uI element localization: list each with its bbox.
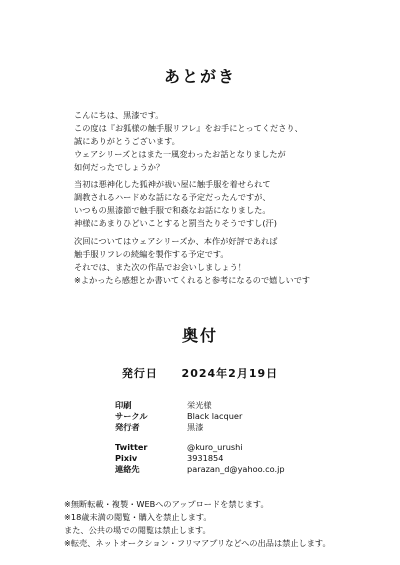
notice-line: また、公共の場での閲覧は禁止します。 xyxy=(64,525,211,535)
notice-line: ※転売、ネットオークション・フリマアプリなどへの出品は禁止します。 xyxy=(64,538,331,548)
publish-date-line xyxy=(0,365,400,381)
info-label: Pixiv xyxy=(115,453,138,463)
info-value: 栄光様 xyxy=(187,400,212,410)
afterword-line: 次回についてはウェアシリーズか、本作が好評であれば xyxy=(74,236,278,246)
afterword-line: 調教されるハードめな話になる予定だったんですが、 xyxy=(74,192,271,202)
afterword-line: 触手服リフレの続編を製作する予定です。 xyxy=(74,249,229,259)
colophon-title: 奥付 xyxy=(181,326,218,345)
info-label: サークル xyxy=(115,411,148,421)
publish-date-label: 発行日 xyxy=(121,367,158,380)
info-label: 印刷 xyxy=(115,400,132,410)
info-label: 連絡先 xyxy=(115,464,140,474)
notice-line: ※無断転載・複製・WEBへのアップロードを禁じます。 xyxy=(64,499,269,509)
afterword-line: 神様にあまりひどいことすると罰当たりそうですし(汗) xyxy=(74,218,277,228)
info-label: Twitter xyxy=(115,442,148,452)
afterword-line: こんにちは、黒漆です。 xyxy=(74,110,164,120)
afterword-paragraph xyxy=(74,235,374,287)
afterword-line: ウェアシリーズとはまた一風変わったお話となりましたが xyxy=(74,149,286,159)
afterword-line: この度は『お狐様の触手服リフレ』をお手にとってくださり、 xyxy=(74,123,303,133)
afterword-line: それでは、また次の作品でお会いしましょう！ xyxy=(74,262,246,272)
info-label: 発行者 xyxy=(115,422,140,432)
afterword-line: 当初は悪神化した狐神が祓い屋に触手服を着せられて xyxy=(74,179,271,189)
info-value: parazan_d@yahoo.co.jp xyxy=(187,464,285,474)
afterword-paragraph xyxy=(74,109,374,174)
info-value: @kuro_urushi xyxy=(187,442,243,452)
notices xyxy=(64,498,384,550)
afterword-line: 誠にありがとうございます。 xyxy=(74,136,180,146)
afterword-title: あとがき xyxy=(163,67,236,86)
afterword-line: ※よかったら感想とか書いてくれると参考になるので嬉しいです xyxy=(74,275,311,285)
info-value: Black lacquer xyxy=(187,411,243,421)
info-value: 黒漆 xyxy=(187,422,204,432)
notice-line: ※18歳未満の閲覧・購入を禁止します。 xyxy=(64,512,212,522)
info-value: 3931854 xyxy=(187,453,224,463)
afterword-paragraph xyxy=(74,178,374,230)
info-row-publisher xyxy=(115,421,345,433)
info-row-contact xyxy=(115,463,345,475)
publish-date-value: 2024年2月19日 xyxy=(181,367,279,380)
afterword-line: 如何だったでしょうか？ xyxy=(74,162,165,172)
afterword-line: いつもの黒漆節で触手服で和姦なお話になりました。 xyxy=(74,205,271,215)
